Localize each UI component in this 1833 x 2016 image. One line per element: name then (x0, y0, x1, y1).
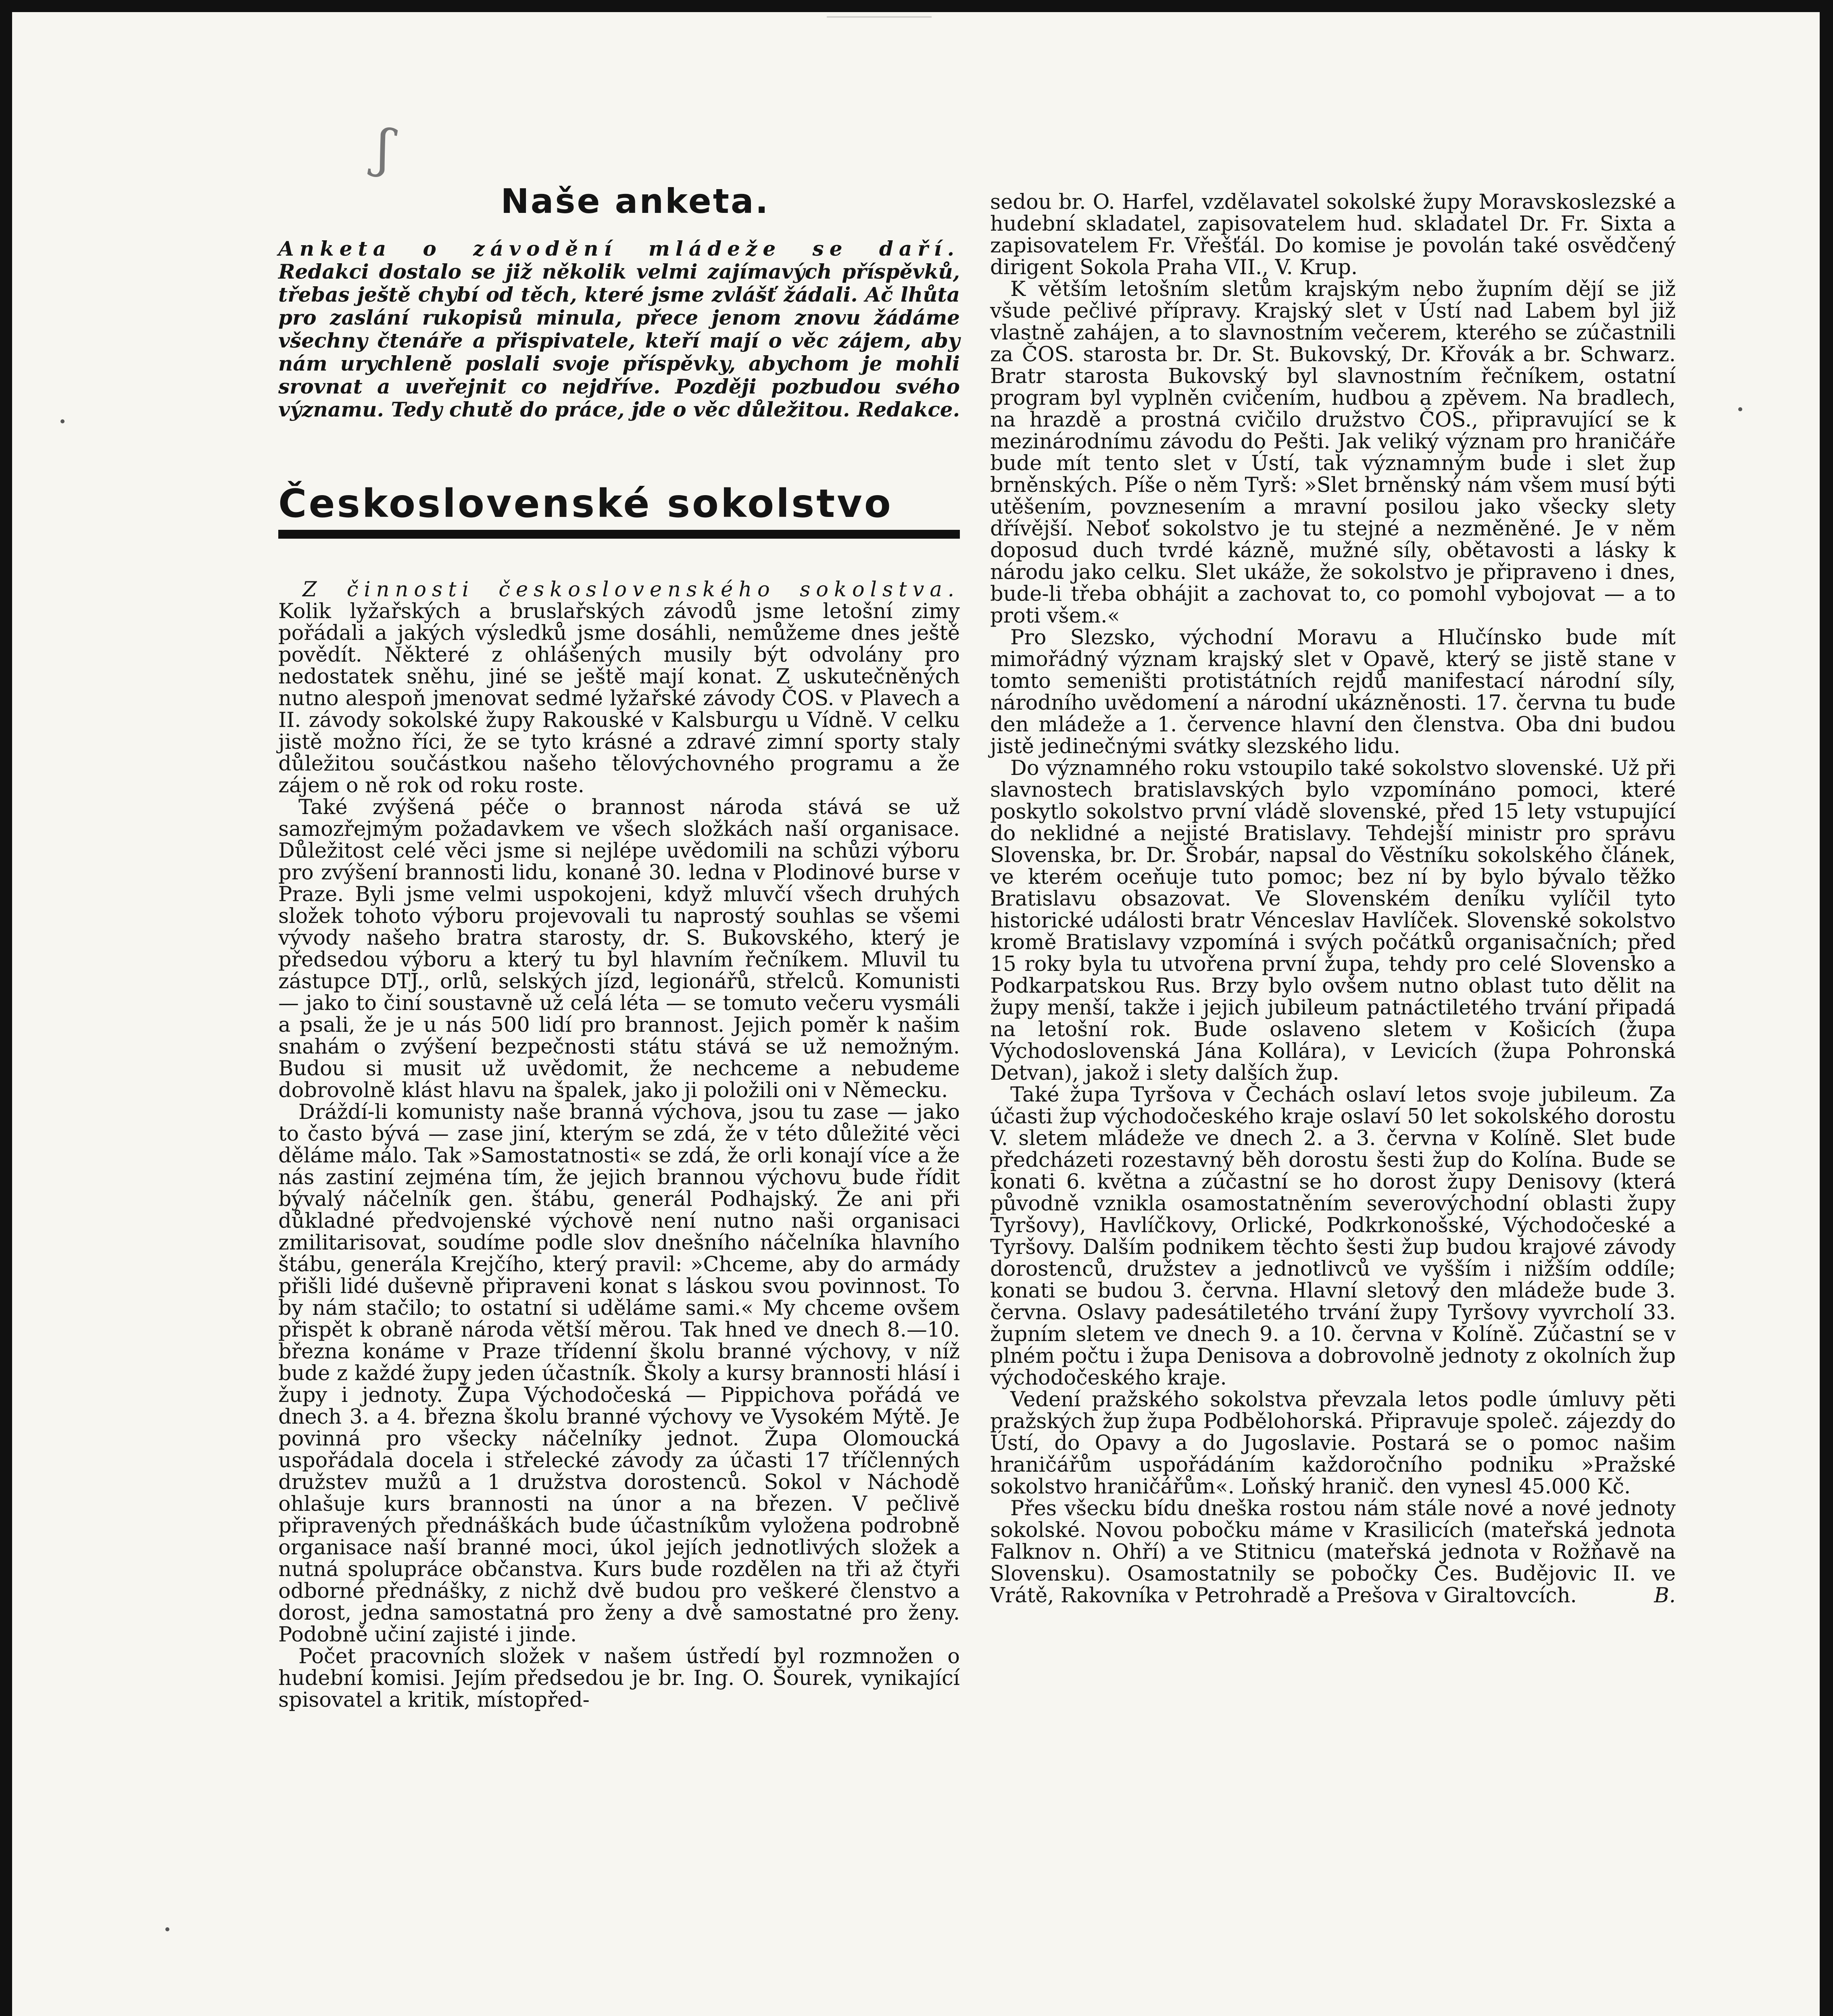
survey-signature: Redakce. (857, 398, 960, 421)
article-paragraph: sedou br. O. Harfel, vzdělavatel sokolské župy Moravskoslezské a hudební skladatel, zapisovatelem hud. skladatel Dr. Fr. Sixta a zapisovatelem Fr. Vřešťál. Do komise je povolán také osvědčený dirigent Sokola Praha VII., V. Krup. (990, 190, 1676, 279)
page (12, 12, 1820, 2016)
scan-speck (165, 1927, 169, 1931)
article-paragraph: Také župa Tyršova v Čechách oslaví letos svoje jubileum. Za účasti žup východočeského kraje oslaví 50 let sokolského dorostu V. sletem mládeže ve dnech 2. a 3. června v Kolíně. Slet bude předcházeti rozestavný běh dorostu šesti žup do Kolína. Bude se konati 6. května a zúčastní se ho dorost župy Denisovy (která původně vznikla osamostatněním severovýchodní oblasti župy Tyršovy), Havlíčkovy, Orlické, Podkrkonošské, Východočeské a Tyršovy. Dalším podnikem těchto šesti žup budou krajové závody dorostenců, družstev a jednotlivců ve vyšším i nižším oddíle; konati se budou 3. června. Hlavní sletový den mládeže bude 3. června. Oslavy padesátiletého trvání župy Tyršovy vyvrcholí 33. župním sletem ve dnech 9. a 10. června v Kolíně. Zúčastní se v plném počtu i župa Denisova a dobrovolně jednoty z okolních žup východočeského kraje. (990, 1083, 1676, 1390)
right-column (990, 192, 1676, 1607)
article-paragraph: Dráždí-li komunisty naše branná výchova, jsou tu zase — jako to často bývá — zase jiní, kterým se zdá, že v této důležité věci děláme málo. Tak »Samostatnosti« se zdá, že orli konají více a že nás zastiní zejména tím, že jejich brannou výchovu bude řídit bývalý náčelník gen. štábu, generál Podhajský. Že ani při důkladné předvojenské výchově není nutno naši organisaci zmilitarisovat, soudíme podle slov dnešního náčelníka hlavního štábu, generála Krejčího, který pravil: »Chceme, aby do armády přišli lidé duševně připraveni konat s láskou svou povinnost. To by nám stačilo; to ostatní si uděláme sami.« My chceme ovšem přispět k obraně národa větší měrou. Tak hned ve dnech 8.—10. března konáme v Praze třídenní školu branné výchovy, v níž bude z každé župy jeden účastník. Školy a kursy brannosti hlásí i župy i jednoty. Župa Východočeská — Pippichova pořádá ve dnech 3. a 4. března školu branné výchovy ve Vysokém Mýtě. Je povinná pro všecky náčelníky jednot. Župa Olomoucká uspořádala docela i střelecké závody za účasti 17 tříčlenných družstev mužů a 1 družstva dorostenců. Sokol v Náchodě ohlašuje kurs brannosti na únor a na březen. V pečlivě připravených přednáškách bude účastníkům vyložena podrobně organisace naší branné moci, úkol jejích jednotlivých složek a nutná spolupráce občanstva. Kurs bude rozdělen na tři až čtyři odborné přednášky, z nichž dvě budou pro veškeré členstvo a dorost, jedna samostatná pro ženy a dvě samostatné pro ženy. Podobně učiní zajisté i jinde. (278, 1100, 960, 1647)
article-paragraph: Počet pracovních složek v našem ústředí byl rozmnožen o hudební komisi. Jejím předsedou je br. Ing. O. Šourek, vynikající spisovatel a kritik, místopřed- (278, 1645, 960, 1712)
section-heading (278, 481, 960, 539)
survey-intro (278, 237, 960, 421)
scan-speck (60, 419, 65, 423)
section-title: Československé sokolstvo (278, 481, 893, 526)
article-paragraph-text: Přes všecku bídu dneška rostou nám stále nové a nové jednoty sokolské. Novou pobočku máme v Krasilicích (mateřská jednota Falknov n. Ohří) a ve Stitnicu (mateřská jednota v Rožňavě na Slovensku). Osamostatnily se pobočky Čes. Budějovic II. ve Vrátě, Rakovníka v Petrohradě a Prešova v Giraltovcích. (990, 1497, 1676, 1608)
survey-intro-lead: Anketa o závodění mládeže se daří. (278, 237, 960, 260)
article-paragraph: Pro Slezsko, východní Moravu a Hlučínsko bude mít mimořádný význam krajský slet v Opavě, který se jistě stane v tomto semeništi protistátních rejdů manifestací národní síly, národního uvědomení a národní ukázněnosti. 17. června tu bude den mládeže a 1. července hlavní den členstva. Oba dni budou jistě jedinečnými svátky slezského lidu. (990, 626, 1676, 758)
scan-top-mark (827, 16, 932, 34)
survey-intro-body: Redakci dostalo se již několik velmi zajímavých příspěvků, třebas ještě chybí od těch, které jsme zvlášť žádali. Ač lhůta pro zaslání rukopisů minula, přece jenom znovu žádáme všechny čtenáře a přispivatele, kteří mají o věc zájem, aby nám urychleně poslali svoje příspěvky, abychom je mohli srovnat a uveřejnit co nejdříve. Později pozbudou svého významu. Tedy chutě do práce, jde o věc důležitou. (278, 260, 960, 421)
article-paragraph (278, 579, 960, 797)
article-lead: Z činnosti československého sokolstva. (302, 578, 960, 602)
article-paragraph: K větším letošním sletům krajským nebo župním dějí se již všude pečlivé přípravy. Krajský slet v Ústí nad Labem byl již vlastně zahájen, a to slavnostním večerem, kterého se zúčastnili za ČOS. starosta br. Dr. St. Bukovský, Dr. Křovák a br. Schwarz. Bratr starosta Bukovský byl slavnostním řečníkem, ostatní program byl vyplněn cvičením, hudbou a zpěvem. Na bradlech, na hrazdě a prostná cvičilo družstvo ČOS., připravující se k mezinárodnímu závodu do Pešti. Jak veliký význam pro hraničáře bude mít tento slet v Ústí, tak významným bude i slet žup brněnských. Píše o něm Tyrš: »Slet brněnský nám všem musí býti utěšením, povznesením a mravní posilou jako všecky slety dřívější. Neboť sokolstvo je tu stejné a nezměněné. Je v něm doposud duch tvrdé kázně, mužné síly, obětavosti a lásky k národu jako celku. Slet ukáže, že sokolstvo je připraveno i dnes, bude-li třeba obhájit a zachovat to, co pomohl vybojovat — a to proti všem.« (990, 277, 1676, 628)
survey-title: Naše anketa. (500, 181, 770, 221)
article-paragraph: Také zvýšená péče o brannost národa stává se už samozřejmým požadavkem ve všech složkách naší organisace. Důležitost celé věci jsme si nejlépe uvědomili na schůzi výboru pro zvýšení brannosti lidu, konané 30. ledna v Plodinové burse v Praze. Byli jsme velmi uspokojeni, když mluvčí všech druhých složek tohoto výboru projevovali tu naprostý souhlas se všemi vývody našeho bratra starosty, dr. S. Bukovského, který je předsedou výboru a který tu byl hlavním řečníkem. Mluvil tu zástupce DTJ., orlů, selských jízd, legionářů, střelců. Komunisti — jako to činí soustavně už celá léta — se tomuto večeru vysmáli a psali, že je u nás 500 lidí pro brannost. Jejich poměr k našim snahám o zvýšení bezpečnosti státu stává se už nemožným. Budou si musit už uvědomit, že nechceme a nebudeme dobrovolně klást hlavu na špalek, jako ji položili oni v Německu. (278, 796, 960, 1102)
article-paragraph: Do významného roku vstoupilo také sokolstvo slovenské. Už při slavnostech bratislavských bylo vzpomínáno pomoci, které poskytlo sokolstvo první vládě slovenské, před 15 lety vstupující do neklidné a nejisté Bratislavy. Tehdejší ministr pro správu Slovenska, br. Dr. Šrobár, napsal do Věstníku sokolského článek, ve kterém oceňuje tuto pomoc; bez ní by bylo bývalo těžko Bratislavu obsazovat. Ve Slovenském deníku vylíčil tyto historické události bratr Vénceslav Havlíček. Slovenské sokolstvo kromě Bratislavy vzpomíná i svých počátků organisačních; před 15 roky byla tu utvořena první župa, tehdy pro celé Slovensko a Podkarpatskou Rus. Brzy bylo ovšem nutno oblast tuto dělit na župy menší, takže i jejich jubileum patnáctiletého trvání připadá na letošní rok. Bude oslaveno sletem v Košicích (župa Východoslovenská Jána Kollára), v Levicích (župa Pohronská Detvan), jakož i slety dalších žup. (990, 756, 1676, 1085)
scan-speck (1738, 407, 1742, 411)
article-paragraph (990, 1498, 1676, 1607)
pencil-scribble: ʃ (372, 117, 397, 180)
left-column (278, 181, 960, 1711)
article-signature: B. (1654, 1584, 1676, 1608)
article-paragraph: Vedení pražského sokolstva převzala letos podle úmluvy pěti pražských žup župa Podbělohorská. Připravuje společ. zájezdy do Ústí, do Opavy a do Jugoslavie. Postará se o pomoc našim hraničářům uspořádáním každoročního podniku »Pražské sokolstvo hraničářům«. Loňský hranič. den vynesl 45.000 Kč. (990, 1388, 1676, 1499)
article-paragraph-text: Kolik lyžařských a bruslařských závodů jsme letošní zimy pořádali a jakých výsledků jsme dosáhli, nemůžeme dnes ještě povědít. Některé z ohlášených musily být odvolány pro nedostatek sněhu, jiné se ještě mají konat. Z uskutečněných nutno alespoň jmenovat sedmé lyžařské závody ČOS. v Plavech a II. závody sokolské župy Rakouské v Kalsburgu u Vídně. V celku jistě možno říci, že se tyto krásné a zdravé zimní sporty staly důležitou součástkou našeho tělovýchovného programu a že zájem o ně rok od roku roste. (278, 600, 960, 798)
